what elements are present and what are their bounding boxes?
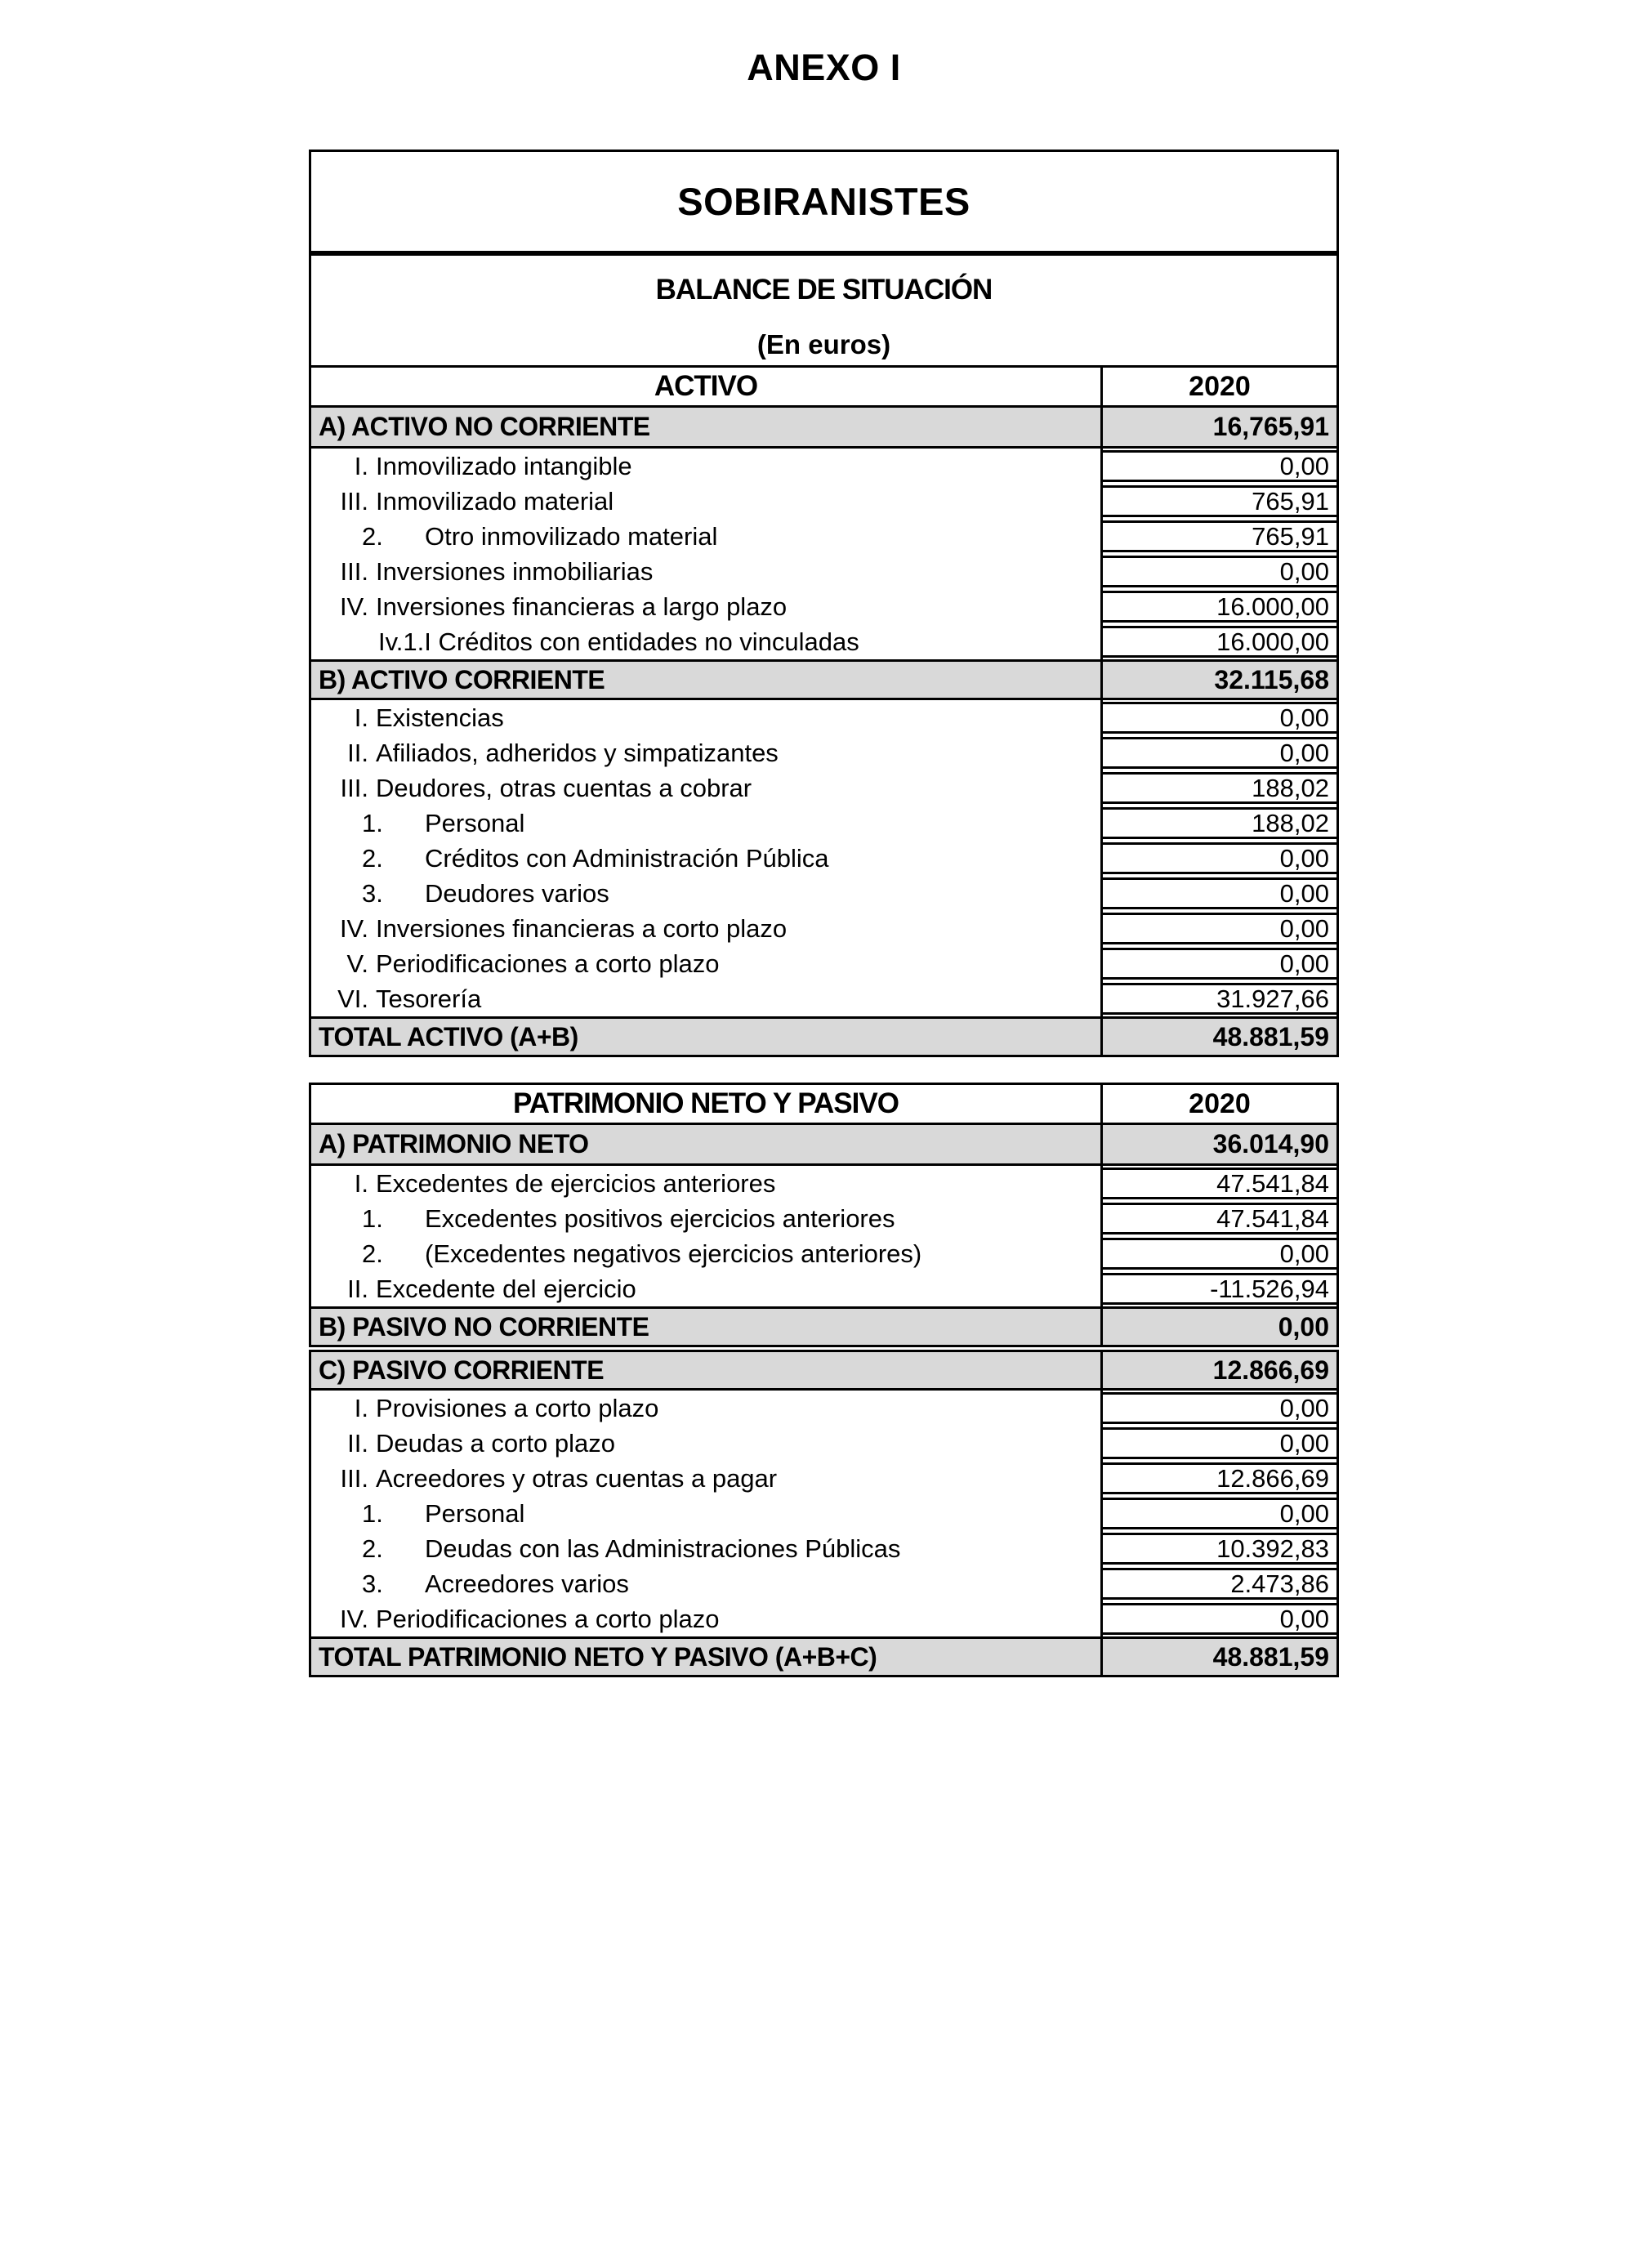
row-value-cell xyxy=(1100,1236,1339,1271)
row-label-cell xyxy=(309,1426,1100,1461)
row-value-cell xyxy=(1100,735,1339,770)
row-ordinal: V. xyxy=(346,949,368,978)
row-label: Inmovilizado material xyxy=(376,487,614,516)
section-row xyxy=(309,1350,1339,1391)
row-ordinal: I. xyxy=(354,703,368,732)
row-label-cell xyxy=(309,1391,1100,1426)
row-label: B) ACTIVO CORRIENTE xyxy=(319,664,605,694)
data-row xyxy=(309,1391,1339,1426)
row-value: 2.473,86 xyxy=(1103,1568,1336,1600)
row-value: -11.526,94 xyxy=(1103,1273,1336,1305)
row-ordinal: II. xyxy=(347,739,368,767)
row-label-cell xyxy=(309,946,1100,981)
data-row xyxy=(309,876,1339,911)
row-value: 0,00 xyxy=(1103,842,1336,874)
row-value-cell xyxy=(1100,1426,1339,1461)
data-row xyxy=(309,1566,1339,1601)
table-body-activo xyxy=(309,408,1339,1057)
row-ordinal: IV. xyxy=(339,1605,368,1633)
row-value-cell xyxy=(1100,876,1339,911)
row-label-cell xyxy=(309,1271,1100,1306)
row-label: Personal xyxy=(425,809,525,837)
row-label-cell xyxy=(309,700,1100,735)
data-row xyxy=(309,449,1339,484)
row-ordinal: I. xyxy=(354,1394,368,1422)
total-row xyxy=(309,1016,1339,1057)
row-ordinal: VI. xyxy=(337,984,368,1013)
row-label: Afiliados, adheridos y simpatizantes xyxy=(376,739,779,767)
total-row xyxy=(309,1636,1339,1677)
row-ordinal: 1. xyxy=(362,809,383,837)
row-value-cell xyxy=(1100,1201,1339,1236)
row-label: Periodificaciones a corto plazo xyxy=(376,949,720,978)
row-value: 0,00 xyxy=(1103,1603,1336,1635)
row-ordinal: III. xyxy=(340,1464,368,1493)
row-value-cell xyxy=(1100,1391,1339,1426)
section-row xyxy=(309,1306,1339,1347)
data-row xyxy=(309,1166,1339,1201)
row-value-cell xyxy=(1100,624,1339,659)
row-value-cell xyxy=(1100,1166,1339,1201)
row-value: 12.866,69 xyxy=(1103,1462,1336,1494)
row-label-cell xyxy=(309,981,1100,1016)
row-ordinal: 2. xyxy=(362,1239,383,1268)
row-label-cell xyxy=(309,554,1100,589)
row-value: 0,00 xyxy=(1103,1498,1336,1529)
row-value: 0,00 xyxy=(1103,737,1336,769)
row-value: 0,00 xyxy=(1103,1238,1336,1270)
row-label: Acreedores varios xyxy=(425,1569,629,1598)
row-label: B) PASIVO NO CORRIENTE xyxy=(319,1311,649,1342)
row-value: 0,00 xyxy=(1103,1427,1336,1459)
row-label: TOTAL ACTIVO (A+B) xyxy=(319,1021,578,1051)
row-ordinal: IV. xyxy=(339,592,368,621)
row-ordinal: 2. xyxy=(362,1534,383,1563)
row-ordinal: I. xyxy=(354,452,368,480)
column-header-year: 2020 xyxy=(1100,368,1336,405)
row-value: 12.866,69 xyxy=(1100,1352,1336,1388)
row-label: Excedentes positivos ejercicios anteriores xyxy=(425,1204,895,1233)
data-row xyxy=(309,1496,1339,1531)
data-row xyxy=(309,1461,1339,1496)
data-row xyxy=(309,554,1339,589)
row-value: 0,00 xyxy=(1103,1392,1336,1424)
row-label: Excedentes de ejercicios anteriores xyxy=(376,1169,776,1198)
data-row xyxy=(309,519,1339,554)
row-ordinal: II. xyxy=(347,1429,368,1458)
row-label: Deudores varios xyxy=(425,879,609,908)
data-row xyxy=(309,1201,1339,1236)
row-label-cell xyxy=(309,735,1100,770)
row-ordinal: II. xyxy=(347,1275,368,1303)
row-label-cell xyxy=(309,449,1100,484)
column-header-activo: ACTIVO xyxy=(654,370,758,402)
row-value-cell xyxy=(1100,1496,1339,1531)
row-ordinal: 1. xyxy=(362,1204,383,1233)
column-header-pasivo: PATRIMONIO NETO Y PASIVO xyxy=(513,1087,899,1119)
data-row xyxy=(309,589,1339,624)
row-label-cell xyxy=(309,1166,1100,1201)
row-label: Deudores, otras cuentas a cobrar xyxy=(376,774,752,802)
row-ordinal: III. xyxy=(340,557,368,586)
row-ordinal: 3. xyxy=(362,879,383,908)
row-label: C) PASIVO CORRIENTE xyxy=(319,1355,605,1385)
row-label-cell xyxy=(309,841,1100,876)
row-value-cell xyxy=(1100,554,1339,589)
row-label-cell xyxy=(309,1236,1100,1271)
row-value: 0,00 xyxy=(1103,556,1336,587)
doc-title-cell xyxy=(309,256,1339,365)
row-label-cell xyxy=(309,624,1100,659)
data-row xyxy=(309,1531,1339,1566)
row-value-cell xyxy=(1100,1531,1339,1566)
table-header-row-pasivo xyxy=(309,1083,1339,1125)
row-label: (Excedentes negativos ejercicios anteriores) xyxy=(425,1239,922,1268)
row-label: Iv.1.I Créditos con entidades no vinculadas xyxy=(378,627,859,656)
row-value: 0,00 xyxy=(1103,450,1336,482)
row-label: Acreedores y otras cuentas a pagar xyxy=(376,1464,778,1493)
row-value: 188,02 xyxy=(1103,807,1336,839)
row-value: 0,00 xyxy=(1103,948,1336,980)
row-label-cell xyxy=(309,519,1100,554)
row-value: 16.000,00 xyxy=(1103,626,1336,658)
org-name-cell xyxy=(309,150,1339,256)
data-row xyxy=(309,1236,1339,1271)
row-value: 765,91 xyxy=(1103,520,1336,552)
section-row xyxy=(309,659,1339,700)
row-label: Deudas a corto plazo xyxy=(376,1429,615,1458)
annex-title: ANEXO I xyxy=(747,47,901,88)
data-row xyxy=(309,981,1339,1016)
row-label: TOTAL PATRIMONIO NETO Y PASIVO (A+B+C) xyxy=(319,1641,877,1672)
row-label: Provisiones a corto plazo xyxy=(376,1394,659,1422)
row-ordinal: III. xyxy=(340,774,368,802)
row-label-cell xyxy=(309,1461,1100,1496)
data-row xyxy=(309,770,1339,806)
row-value-cell xyxy=(1100,1566,1339,1601)
row-value-cell xyxy=(1100,770,1339,806)
row-label-cell xyxy=(309,911,1100,946)
table-body-pasivo xyxy=(309,1125,1339,1677)
row-label: Inversiones financieras a largo plazo xyxy=(376,592,788,621)
balance-table-pasivo xyxy=(309,1083,1339,1677)
data-row xyxy=(309,1426,1339,1461)
row-value: 48.881,59 xyxy=(1100,1019,1336,1055)
row-value-cell xyxy=(1100,1601,1339,1636)
row-value: 188,02 xyxy=(1103,772,1336,804)
row-label: Tesorería xyxy=(376,984,482,1013)
row-ordinal: I. xyxy=(354,1169,368,1198)
row-ordinal: 3. xyxy=(362,1569,383,1598)
row-value: 16.000,00 xyxy=(1103,591,1336,623)
row-label-cell xyxy=(309,1531,1100,1566)
row-value-cell xyxy=(1100,1271,1339,1306)
data-row xyxy=(309,1271,1339,1306)
row-value: 0,00 xyxy=(1100,1309,1336,1345)
data-row xyxy=(309,735,1339,770)
row-value-cell xyxy=(1100,911,1339,946)
row-label: Personal xyxy=(425,1499,525,1528)
row-value-cell xyxy=(1100,1461,1339,1496)
row-value: 765,91 xyxy=(1103,485,1336,517)
row-value-cell xyxy=(1100,806,1339,841)
data-row xyxy=(309,624,1339,659)
row-label: Créditos con Administración Pública xyxy=(425,844,829,873)
data-row xyxy=(309,946,1339,981)
row-value: 0,00 xyxy=(1103,877,1336,909)
section-row xyxy=(309,408,1339,449)
row-label-cell xyxy=(309,1566,1100,1601)
row-value-cell xyxy=(1100,981,1339,1016)
row-ordinal: 2. xyxy=(362,522,383,551)
data-row xyxy=(309,841,1339,876)
row-label: Deudas con las Administraciones Públicas xyxy=(425,1534,901,1563)
row-value-cell xyxy=(1100,841,1339,876)
row-label: Existencias xyxy=(376,703,504,732)
row-label: Inversiones inmobiliarias xyxy=(376,557,654,586)
table-header-row-activo xyxy=(309,365,1339,408)
org-name: SOBIRANISTES xyxy=(677,180,971,223)
row-value: 48.881,59 xyxy=(1100,1639,1336,1675)
column-header-year: 2020 xyxy=(1100,1085,1336,1123)
doc-title: BALANCE DE SITUACIÓN xyxy=(655,274,993,306)
row-ordinal: IV. xyxy=(339,914,368,943)
row-label: Inmovilizado intangible xyxy=(376,452,632,480)
row-value-cell xyxy=(1100,449,1339,484)
row-label-cell xyxy=(309,589,1100,624)
row-value-cell xyxy=(1100,589,1339,624)
row-ordinal: 2. xyxy=(362,844,383,873)
row-label: A) ACTIVO NO CORRIENTE xyxy=(319,412,650,441)
row-ordinal: 1. xyxy=(362,1499,383,1528)
row-label-cell xyxy=(309,876,1100,911)
row-label-cell xyxy=(309,806,1100,841)
row-value-cell xyxy=(1100,700,1339,735)
row-value: 10.392,83 xyxy=(1103,1533,1336,1565)
row-ordinal: III. xyxy=(340,487,368,516)
row-label: Periodificaciones a corto plazo xyxy=(376,1605,720,1633)
data-row xyxy=(309,1601,1339,1636)
row-label: A) PATRIMONIO NETO xyxy=(319,1129,589,1159)
row-label: Otro inmovilizado material xyxy=(425,522,718,551)
row-value-cell xyxy=(1100,484,1339,519)
data-row xyxy=(309,700,1339,735)
row-label-cell xyxy=(309,1201,1100,1236)
row-value: 47.541,84 xyxy=(1103,1167,1336,1199)
row-value: 16,765,91 xyxy=(1100,408,1336,446)
doc-subtitle: (En euros) xyxy=(756,329,891,359)
data-row xyxy=(309,806,1339,841)
row-value: 47.541,84 xyxy=(1103,1203,1336,1234)
row-value: 0,00 xyxy=(1103,702,1336,734)
data-row xyxy=(309,911,1339,946)
row-label: Inversiones financieras a corto plazo xyxy=(376,914,788,943)
balance-table-activo xyxy=(309,150,1339,1057)
row-value-cell xyxy=(1100,946,1339,981)
row-label-cell xyxy=(309,484,1100,519)
data-row xyxy=(309,484,1339,519)
row-label-cell xyxy=(309,1496,1100,1531)
row-value: 0,00 xyxy=(1103,913,1336,944)
row-value: 31.927,66 xyxy=(1103,983,1336,1015)
row-label: Excedente del ejercicio xyxy=(376,1275,636,1303)
row-value: 32.115,68 xyxy=(1100,662,1336,698)
row-value: 36.014,90 xyxy=(1100,1125,1336,1163)
row-label-cell xyxy=(309,770,1100,806)
row-label-cell xyxy=(309,1601,1100,1636)
row-value-cell xyxy=(1100,519,1339,554)
section-row xyxy=(309,1125,1339,1166)
